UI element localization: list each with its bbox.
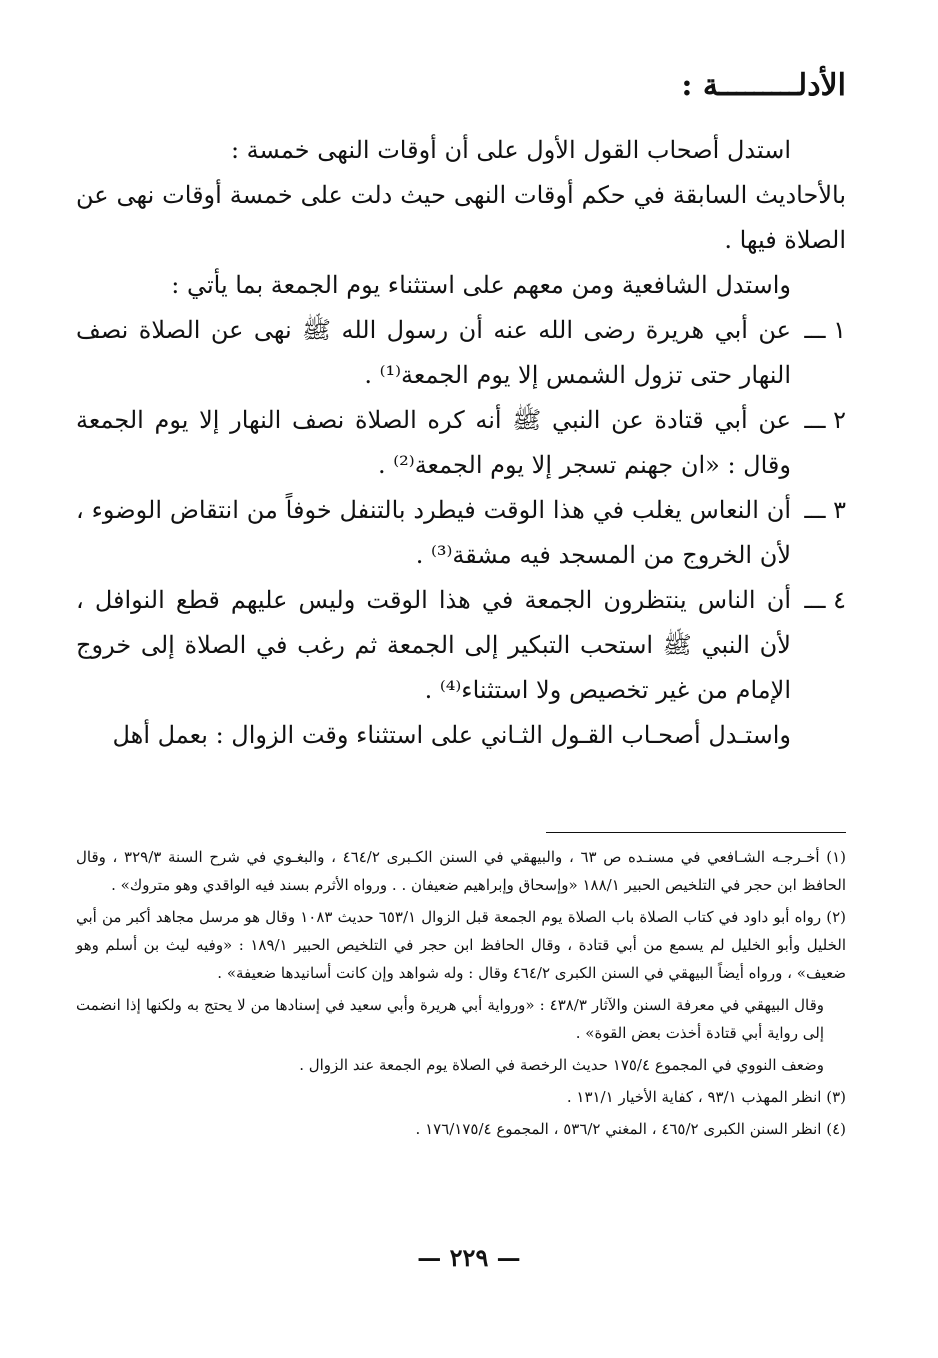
list-item-text: عن أبي هريرة رضى الله عنه أن رسول الله ﷺ نهى عن الصلاة نصف النهار حتى تزول الشمس إلا يوم الجمعة⁽¹⁾ .	[76, 316, 791, 389]
list-item-text: أن الناس ينتظرون الجمعة في هذا الوقت وليس عليهم قطع النوافل ، لأن النبي ﷺ استحب التبكير إلى الجمعة ثم رغب في الصلاة إلى خروج الإمام من غير تخصيص ولا استثناء⁽⁴⁾ .	[76, 586, 791, 704]
footnote: (٣) انظر المهذب ٩٣/١ ، كفاية الأخيار ١٣١/١ .	[566, 1088, 846, 1106]
list-item-number: ٢ ـــ	[804, 406, 846, 434]
list-item	[76, 308, 846, 398]
paragraph-intro: استدل أصحاب القول الأول على أن أوقات النهى خمسة :	[230, 136, 791, 164]
main-text	[76, 128, 846, 758]
list-item-number: ٣ ـــ	[804, 496, 846, 524]
section-heading: الأدلـــــــــة :	[681, 68, 846, 103]
list-item	[76, 578, 846, 713]
footnotes	[76, 843, 846, 1147]
list-item-text: أن النعاس يغلب في هذا الوقت فيطرد بالتنفل خوفاً من انتقاض الوضوء ، لأن الخروج من المسجد فيه مشقة⁽³⁾ .	[76, 496, 791, 569]
paragraph-shafii: واستدل الشافعية ومن معهم على استثناء يوم الجمعة بما يأتي :	[171, 271, 791, 299]
footnote-continuation: وضعف النووي في المجموع ١٧٥/٤ حديث الرخصة في الصلاة يوم الجمعة عند الزوال .	[299, 1056, 824, 1074]
page-number: — ٢٢٩ —	[417, 1243, 521, 1272]
footnote-continuation: وقال البيهقي في معرفة السنن والآثار ٤٣٨/٣ : «ورواية أبي هريرة وأبي سعيد في إسنادها من لا يحتج به ولكنها إذا انضمت إلى رواية أبي قتادة أخذت بعض القوة» .	[76, 996, 824, 1042]
paragraph-evidence: بالأحاديث السابقة في حكم أوقات النهى حيث دلت على خمسة أوقات نهى عن الصلاة فيها .	[76, 181, 846, 254]
list-item-number: ١ ـــ	[804, 316, 846, 344]
list-item-text: عن أبي قتادة عن النبي ﷺ أنه كره الصلاة نصف النهار إلا يوم الجمعة وقال : «ان جهنم تسجر إلا يوم الجمعة⁽²⁾ .	[76, 406, 791, 479]
list-item	[76, 488, 846, 578]
list-item	[76, 398, 846, 488]
paragraph-second-opinion: واستـدل أصحـاب القـول الثـاني على استثناء وقت الزوال : بعمل أهل	[112, 721, 791, 749]
footnote-divider	[546, 832, 846, 833]
footnote: (٢) رواه أبو داود في كتاب الصلاة باب الصلاة يوم الجمعة قبل الزوال ٦٥٣/١ حديث ١٠٨٣ وقال هو مرسل مجاهد أكبر من أبي الخليل وأبو الخليل لم يسمع من أبي قتادة ، وقال الحافظ ابن حجر في التلخيص الحبير ١٨٩/١ : «وفيه ليث بن أسلم وهو ضعيف» ، ورواه أيضاً البيهقي في السنن الكبرى ٤٦٤/٢ وقال : وله شواهد وإن كانت أسانيدها ضعيفة» .	[76, 908, 846, 982]
list-item-number: ٤ ـــ	[804, 586, 846, 614]
footnote: (٤) انظر السنن الكبرى ٤٦٥/٢ ، المغني ٥٣٦/٢ ، المجموع ١٧٦/١٧٥/٤ .	[415, 1120, 846, 1138]
footnote: (١) أخـرجـه الشـافعي في مسنـده ص ٦٣ ، والبيهقي في السنن الكـبرى ٤٦٤/٢ ، والبغـوي في شرح السنة ٣٢٩/٣ ، وقال الحافظ ابن حجر في التلخيص الحبير ١٨٨/١ «وإسحاق وإبراهيم ضعيفان . . ورواه الأثرم بسند فيه الواقدي وهو متروك» .	[76, 848, 846, 894]
